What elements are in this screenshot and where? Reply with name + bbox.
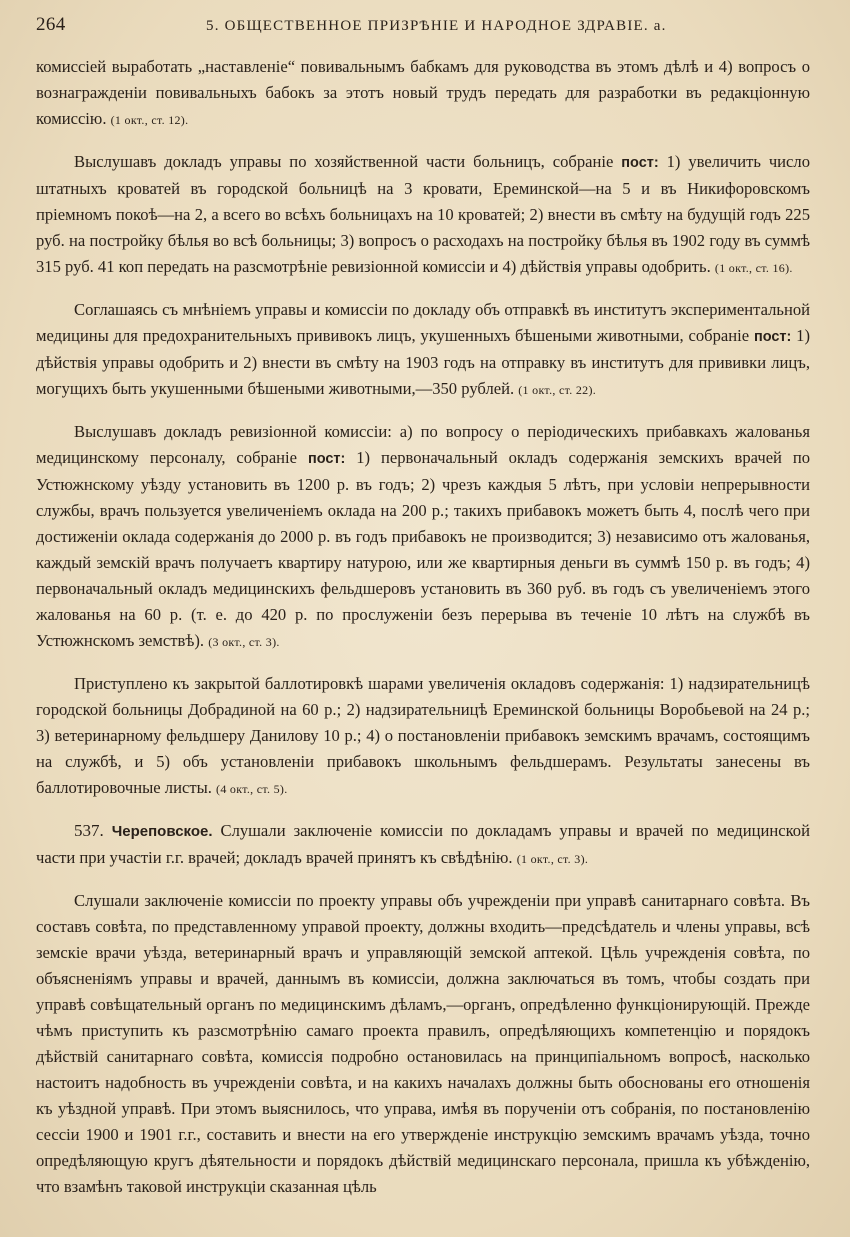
space <box>104 821 112 840</box>
decision-marker: пост: <box>307 451 346 467</box>
decision-marker: пост: <box>621 155 659 171</box>
paragraph <box>36 671 810 802</box>
paragraph <box>36 149 810 281</box>
section-paragraph <box>36 818 810 872</box>
section-number: 537. <box>74 821 104 840</box>
citation-ref: (3 окт., ст. 3). <box>208 635 280 649</box>
section-place-name: Череповское. <box>111 823 213 840</box>
paragraph-text: Выслушавъ докладъ ревизіонной комиссіи: а) по вопросу о періодическихъ прибавкахъ жалованья медицинскому персоналу, собраніе <box>36 422 810 467</box>
paragraph-text: 1) дѣйствія управы одобрить и 2) внести въ смѣту на 1903 годъ на отправку въ институтъ для прививки лицъ, могущихъ быть укушенными бѣшеными животными,—350 рублей. <box>36 326 810 398</box>
paragraph <box>36 297 810 403</box>
page-number: 264 <box>36 14 66 35</box>
decision-marker: пост: <box>753 329 792 345</box>
paragraph <box>36 888 810 1200</box>
page-header <box>36 14 810 48</box>
citation-ref: (4 окт., ст. 5). <box>216 782 288 796</box>
citation-ref: (1 окт., ст. 3). <box>516 852 589 866</box>
paragraph-text: 1) увеличить число штатныхъ кроватей въ городской больницѣ на 3 кровати, Ереминской—на 5 и въ Никифоровскомъ пріемномъ покоѣ—на 2, а всего во всѣхъ больницахъ на 10 кроватей; 2) внести въ смѣту на будущій годъ 225 руб. на постройку бѣлья во всѣ больницы; 3) вопросъ о расходахъ на постройку бѣлья въ 1902 году въ суммѣ 315 руб. 41 коп передать на разсмотрѣніе ревизіонной комиссіи и 4) дѣйствія управы одобрить. <box>36 152 810 276</box>
paragraph-text: 1) первоначальный окладъ содержанія земскихъ врачей по Устюжнскому уѣзду установить въ 1200 р. въ годъ; 2) чрезъ каждыя 5 лѣтъ, при условіи непрерывности службы, врачъ пользуется увеличеніемъ оклада на 200 р.; такихъ прибавокъ можетъ быть 4, послѣ чего при достиженіи оклада содержанія до 2000 р. въ годъ прибавокъ не производится; 3) независимо отъ жалованья, каждый земскій врачъ получаетъ квартиру натурою, или же квартирныя деньги въ суммѣ 150 р. въ годъ; 4) первоначальный окладъ медицинскихъ фельдшеровъ установить въ 360 руб. въ годъ съ увеличеніемъ этого жалованья на 60 р. (т. е. до 420 р. по прослуженіи безъ перерыва въ теченіе 10 лѣтъ на службѣ въ Устюжнскомъ земствѣ). <box>36 448 811 650</box>
citation-ref: (1 окт., ст. 16). <box>714 261 793 275</box>
paragraph-text: комиссіей выработать „наставленіе“ повивальнымъ бабкамъ для руководства въ этомъ дѣлѣ и 4) вопросъ о вознагражденіи повивальныхъ бабокъ за этотъ новый трудъ передать для разработки въ редакціонную комиссію. <box>36 57 810 128</box>
page-body <box>36 54 810 1200</box>
paragraph-text: Соглашаясь съ мнѣніемъ управы и комиссіи по докладу объ отправкѣ въ институтъ экспериментальной медицины для предохранительныхъ прививокъ лицъ, укушенныхъ бѣшеными животными, собраніе <box>36 300 810 345</box>
paragraph-text: Слушали заключеніе комиссіи по докладамъ управы и врачей по медицинской части при участіи г.г. врачей; докладъ врачей принятъ къ свѣдѣнію. <box>36 821 810 867</box>
paragraph-text: Приступлено къ закрытой баллотировкѣ шарами увеличенія окладовъ содержанія: 1) надзирательницѣ городской больницы Добрадиной на 60 р.; 2) надзирательницѣ Ереминской больницы Воробьевой на 24 р.; 3) ветеринарному фельдшеру Данилову 10 р.; 4) о постановленіи прибавокъ земскимъ врачамъ, состоящимъ на службѣ, и 5) объ установленіи прибавокъ школьнымъ фельдшерамъ. Результаты занесены въ баллотировочные листы. <box>36 674 810 797</box>
paragraph <box>36 419 810 655</box>
paragraph-text: Слушали заключеніе комиссіи по проекту управы объ учрежденіи при управѣ санитарнаго совѣта. Въ составъ совѣта, по представленному управой проекту, должны входить—предсѣдатель и члены управы, всѣ земскіе врачи уѣзда, ветеринарный врачъ и управляющій земской аптекой. Цѣль учрежденія совѣта, по объясненіямъ управы и врачей, даннымъ въ комиссіи, должна заключаться въ томъ, чтобы создать при управѣ совѣщательный органъ по медицинскимъ дѣламъ,—органъ, опредѣленно функціонирующій. Прежде чѣмъ приступить къ разсмотрѣнію самаго проекта правилъ, опредѣляющихъ компетенцію и порядокъ дѣйствій санитарнаго совѣта, комиссія подробно остановилась на принципіальномъ вопросѣ, насколько настоитъ надобность въ учрежденіи совѣта, и на какихъ началахъ должны быть обоснованы его отношенія къ уѣздной управѣ. При этомъ выяснилось, что управа, имѣя въ порученіи отъ собранія, по постановленію сессіи 1900 и 1901 г.г., составить и внести на его утвержденіе инструкцію земскимъ врачамъ уѣзда, точно опредѣляющую кругъ дѣятельности и порядокъ дѣйствій медицинскаго персонала, пришла къ убѣжденію, что взамѣнъ таковой инструкціи сказанная цѣль <box>36 891 810 1196</box>
citation-ref: (1 окт., ст. 22). <box>518 383 597 397</box>
citation-ref: (1 окт., ст. 12). <box>110 113 189 127</box>
paragraph-continuation <box>36 54 810 133</box>
running-head: 5. ОБЩЕСТВЕННОЕ ПРИЗРѢНІЕ И НАРОДНОЕ ЗДРАВІЕ. а. <box>206 18 667 34</box>
paragraph-text: Выслушавъ докладъ управы по хозяйственной части больницъ, собраніе <box>74 152 622 171</box>
